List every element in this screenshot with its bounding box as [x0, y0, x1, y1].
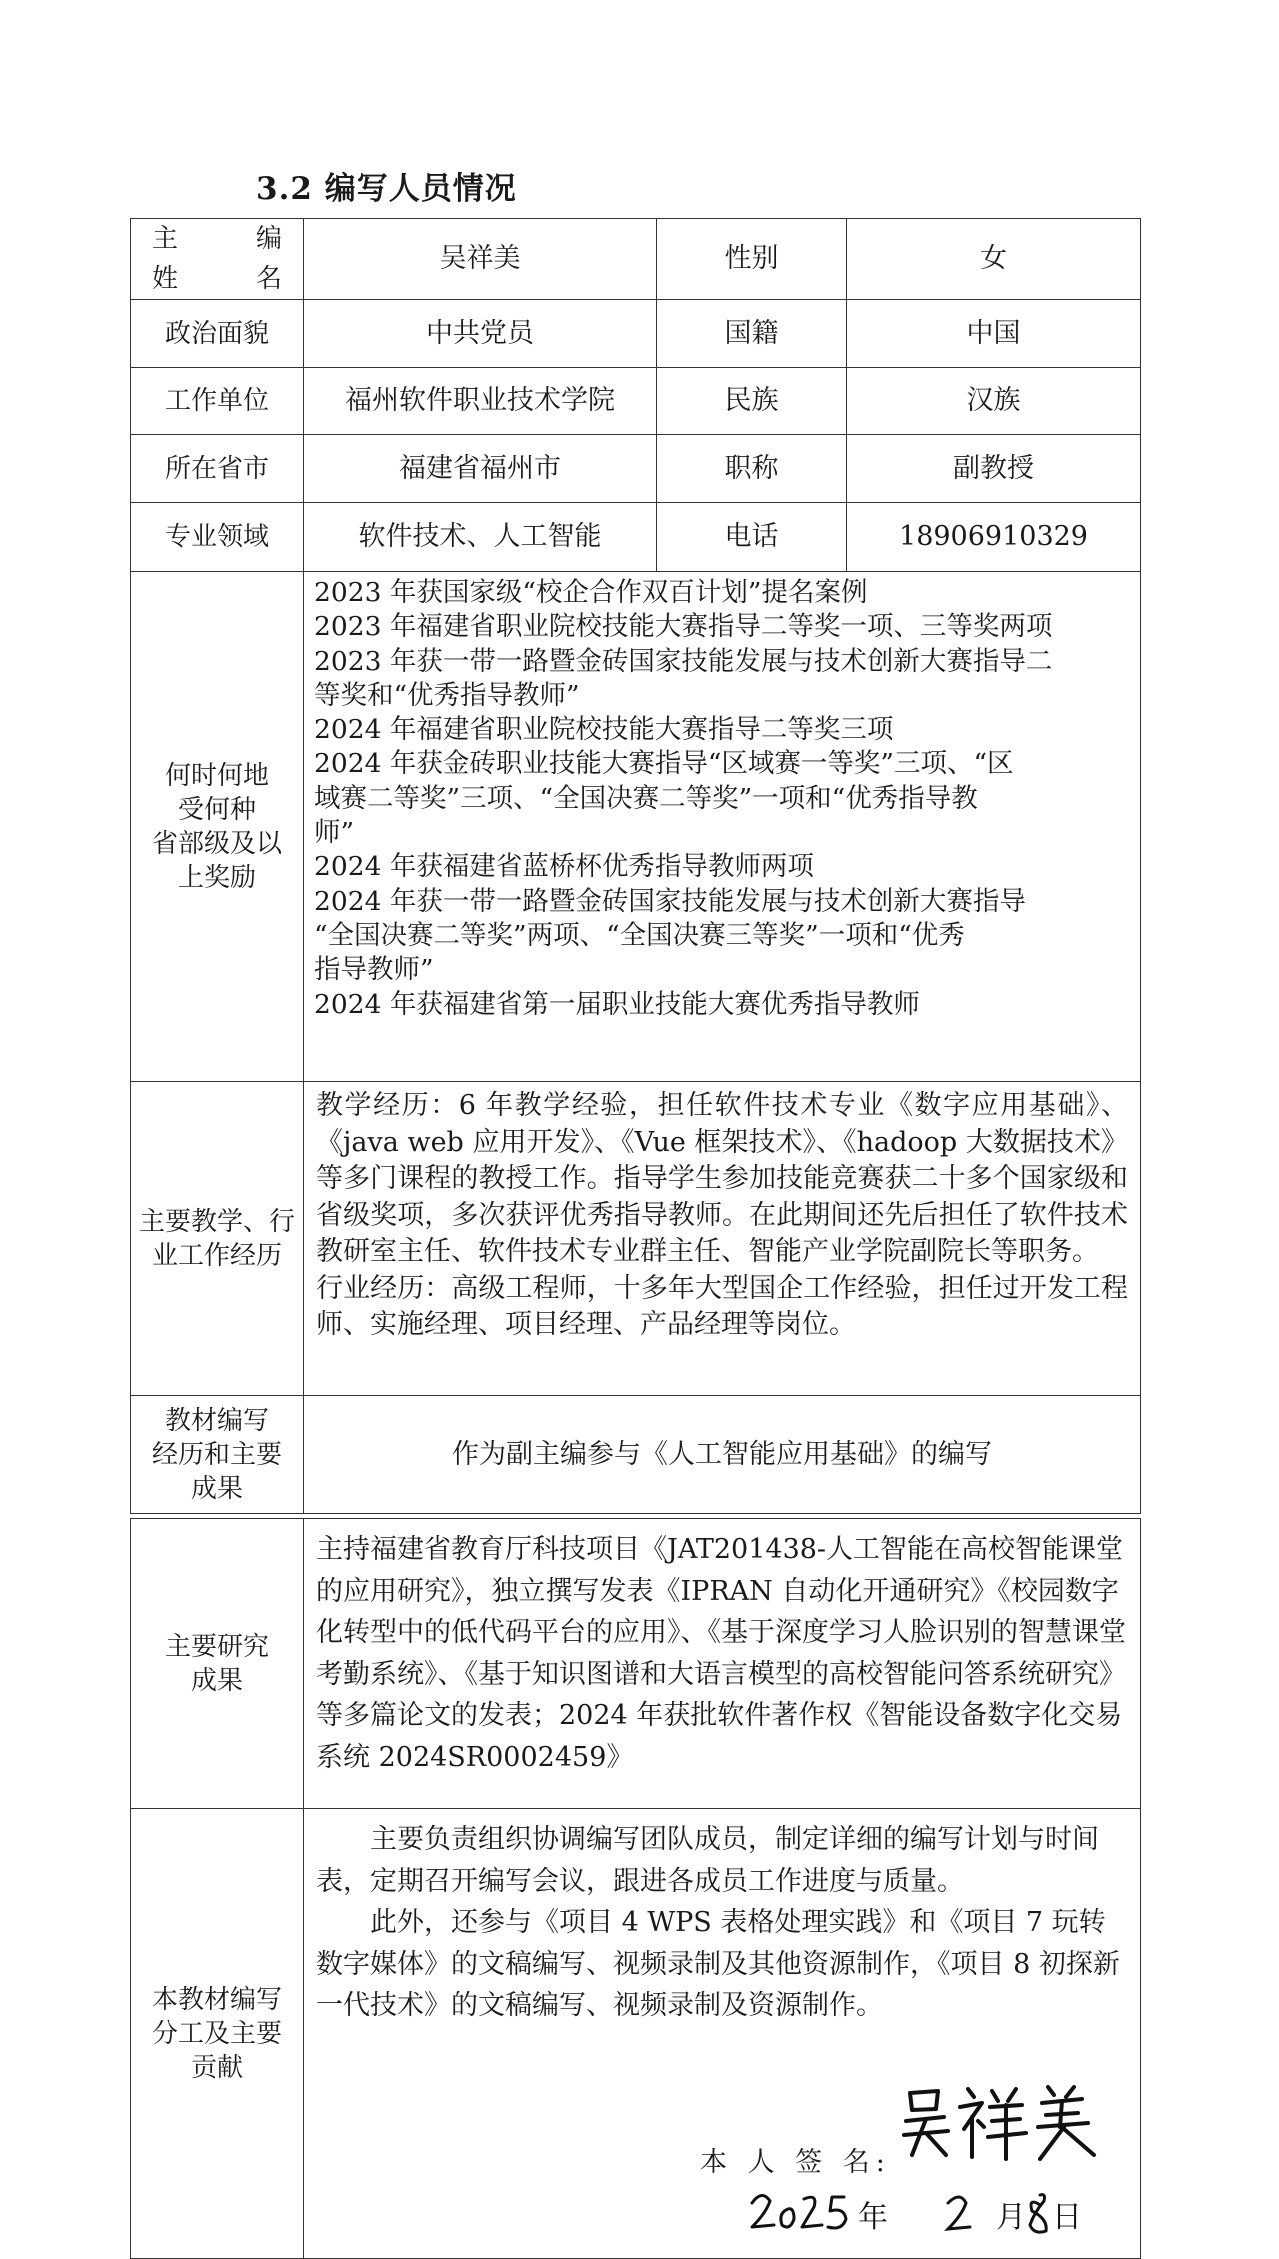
industry-experience: 行业经历：高级工程师，十多年大型国企工作经验，担任过开发工程师、实施经理、项目经理、产品经理等岗位。: [316, 1272, 1128, 1340]
phone-label: 电话: [657, 503, 847, 572]
title-label: 职称: [657, 435, 847, 503]
nationality-value: 中国: [847, 300, 1141, 368]
svg-text:日: 日: [1052, 2200, 1082, 2235]
award-line: 2024 年获一带一路暨金砖国家技能发展与技术创新大赛指导: [314, 885, 1026, 917]
experience-content: [304, 1082, 1141, 1396]
handwritten-date: [748, 2183, 1082, 2243]
svg-text:年: 年: [858, 2200, 888, 2235]
info-table-1: [130, 218, 1141, 1514]
award-line: 2023 年福建省职业院校技能大赛指导二等奖一项、三等奖两项: [314, 611, 1053, 643]
award-line: 2023 年获国家级“校企合作双百计划”提名案例: [314, 577, 868, 608]
employer-value: 福州软件职业技术学院: [304, 368, 657, 435]
svg-text:月: 月: [996, 2200, 1026, 2235]
ethnicity-value: 汉族: [847, 368, 1141, 435]
province-label: 所在省市: [131, 435, 304, 503]
ethnicity-label: 民族: [657, 368, 847, 435]
name-value: 吴祥美: [304, 219, 657, 300]
handwritten-signature: [898, 2083, 1108, 2163]
award-line: 2024 年福建省职业院校技能大赛指导二等奖三项: [314, 714, 894, 746]
contribution-para-1: 主要负责组织协调编写团队成员，制定详细的编写计划与时间表，定期召开编写会议，跟进各成员工作进度与质量。: [316, 1824, 1099, 1897]
award-line: 2024 年获福建省第一届职业技能大赛优秀指导教师: [314, 988, 920, 1020]
award-line: 域赛二等奖”三项、“全国决赛二等奖”一项和“优秀指导教: [314, 782, 978, 814]
sign-label: 本 人 签 名:: [700, 2147, 891, 2178]
textbook-label: 教材编写 经历和主要 成果: [131, 1396, 304, 1514]
research-content: 主持福建省教育厅科技项目《JAT201438-人工智能在高校智能课堂的应用研究》，独立撰写发表《IPRAN 自动化开通研究》《校园数字化转型中的低代码平台的应用》、《基于深度学习人脸识别的智慧课堂考勤系统》、《基于知识图谱和大语言模型的高校智能问答系统研究》等多篇论文的发表；2024 年获批软件著作权《智能设备数字化交易系统 2024SR0002459》: [304, 1519, 1141, 1809]
field-value: 软件技术、人工智能: [304, 503, 657, 572]
phone-value: 18906910329: [847, 503, 1141, 572]
awards-content: [304, 572, 1141, 1082]
award-line: 等奖和“优秀指导教师”: [314, 679, 580, 711]
award-line: 2024 年获福建省蓝桥杯优秀指导教师两项: [314, 851, 814, 883]
contribution-label: 本教材编写 分工及主要 贡献: [131, 1809, 304, 2259]
awards-label: 何时何地 受何种 省部级及以 上奖励: [131, 572, 304, 1082]
award-line: 2023 年获一带一路暨金砖国家技能发展与技术创新大赛指导二: [314, 645, 1053, 677]
province-value: 福建省福州市: [304, 435, 657, 503]
teaching-experience: 教学经历：6 年教学经验，担任软件技术专业《数字应用基础》、《java web 应用开发》、《Vue 框架技术》、《hadoop 大数据技术》等多门课程的教授工作。指导学生参加技能竞赛获二十多个国家级和省级奖项，多次获评优秀指导教师。在此期间还先后担任了软件技术教研室主任、软件技术专业群主任、智能产业学院副院长等职务。: [316, 1090, 1128, 1267]
political-value: 中共党员: [304, 300, 657, 368]
title-value: 副教授: [847, 435, 1141, 503]
award-line: 2024 年获金砖职业技能大赛指导“区域赛一等奖”三项、“区: [314, 748, 1014, 780]
employer-label: 工作单位: [131, 368, 304, 435]
political-label: 政治面貌: [131, 300, 304, 368]
textbook-content: 作为副主编参与《人工智能应用基础》的编写: [304, 1396, 1141, 1514]
award-line: 指导教师”: [314, 954, 434, 986]
award-line: “全国决赛二等奖”两项、“全国决赛三等奖”一项和“优秀: [314, 919, 965, 951]
award-line: 师”: [314, 817, 355, 849]
section-title: 3.2 编写人员情况: [256, 171, 517, 207]
contribution-para-2: 此外，还参与《项目 4 WPS 表格处理实践》和《项目 7 玩转数字媒体》的文稿编写、视频录制及其他资源制作，《项目 8 初探新一代技术》的文稿编写、视频录制及资源制作。: [316, 1907, 1120, 2021]
research-label: 主要研究 成果: [131, 1519, 304, 1809]
gender-label: 性别: [657, 219, 847, 300]
chief-editor-label: 主 编 姓 名: [131, 219, 304, 300]
nationality-label: 国籍: [657, 300, 847, 368]
field-label: 专业领域: [131, 503, 304, 572]
gender-value: 女: [847, 219, 1141, 300]
experience-label: 主要教学、行 业工作经历: [131, 1082, 304, 1396]
